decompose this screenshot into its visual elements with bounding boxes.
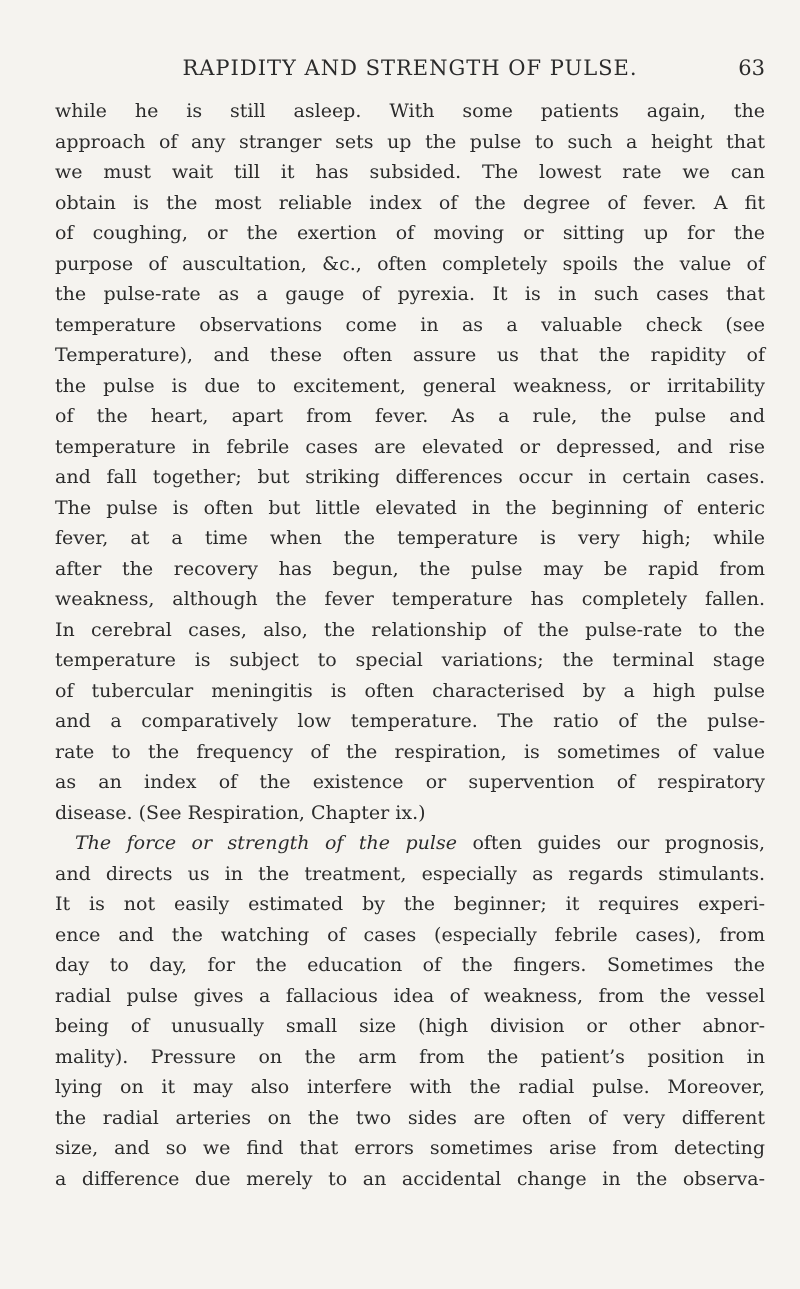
- text-line: temperature observations come in as a valuable check (see: [55, 313, 765, 336]
- text-line: rate to the frequency of the respiration, is sometimes of value: [55, 740, 765, 763]
- text-line: obtain is the most reliable index of the degree of fever. A fit: [55, 191, 765, 214]
- text-line: Temperature), and these often assure us that the rapidity of: [55, 344, 765, 366]
- text-line: as an index of the existence or supervention of respiratory: [55, 771, 765, 793]
- text-line: mality). Pressure on the arm from the patient’s position in: [55, 1045, 765, 1068]
- text-line: It is not easily estimated by the beginner; it requires experi-: [55, 893, 765, 915]
- text-line: day to day, for the education of the fingers. Sometimes the: [55, 954, 765, 976]
- italic-heading: The force or strength of the pulse: [75, 832, 457, 854]
- text-line: the radial arteries on the two sides are often of very different: [55, 1106, 765, 1129]
- paragraph-start-line: [55, 828, 765, 859]
- text-line: of the heart, apart from fever. As a rule, the pulse and: [55, 405, 765, 427]
- text-line: a difference due merely to an accidental change in the observa-: [55, 1167, 765, 1190]
- text-line: radial pulse gives a fallacious idea of weakness, from the vessel: [55, 984, 765, 1007]
- text-line: being of unusually small size (high division or other abnor-: [55, 1015, 765, 1037]
- text-line: after the recovery has begun, the pulse may be rapid from: [55, 557, 765, 580]
- text-line: In cerebral cases, also, the relationship of the pulse-rate to the: [55, 618, 765, 641]
- page-number: 63: [738, 56, 765, 80]
- text-line: the pulse-rate as a gauge of pyrexia. It is in such cases that: [55, 283, 765, 305]
- text-line: and fall together; but striking differences occur in certain cases.: [55, 466, 765, 488]
- text-line: and a comparatively low temperature. The ratio of the pulse-: [55, 710, 765, 732]
- text-line-rest: often guides our prognosis,: [456, 832, 765, 854]
- running-head: [55, 48, 765, 88]
- text-line: purpose of auscultation, &c., often completely spoils the value of: [55, 252, 765, 275]
- text-line: lying on it may also interfere with the radial pulse. Moreover,: [55, 1076, 765, 1098]
- text-line: disease. (See Respiration, Chapter ix.): [55, 801, 426, 824]
- text-line: size, and so we find that errors sometimes arise from detecting: [55, 1137, 765, 1159]
- text-line: ence and the watching of cases (especially febrile cases), from: [55, 923, 765, 946]
- text-line: The pulse is often but little elevated in the beginning of enteric: [55, 496, 765, 519]
- text-line: temperature in febrile cases are elevated or depressed, and rise: [55, 435, 765, 458]
- text-line: approach of any stranger sets up the pulse to such a height that: [55, 130, 765, 153]
- text-line: of coughing, or the exertion of moving or sitting up for the: [55, 222, 765, 244]
- text-line: of tubercular meningitis is often characterised by a high pulse: [55, 679, 765, 702]
- text-line: weakness, although the fever temperature has completely fallen.: [55, 588, 765, 610]
- text-line: and directs us in the treatment, especially as regards stimulants.: [55, 862, 765, 885]
- text-line: fever, at a time when the temperature is very high; while: [55, 527, 765, 549]
- running-title: RAPIDITY AND STRENGTH OF PULSE.: [182, 56, 638, 80]
- text-line: we must wait till it has subsided. The lowest rate we can: [55, 161, 765, 183]
- text-line: the pulse is due to excitement, general weakness, or irritability: [55, 374, 765, 397]
- body-text: [55, 96, 765, 1194]
- text-line: while he is still asleep. With some patients again, the: [55, 100, 765, 122]
- text-line: temperature is subject to special variations; the terminal stage: [55, 649, 765, 671]
